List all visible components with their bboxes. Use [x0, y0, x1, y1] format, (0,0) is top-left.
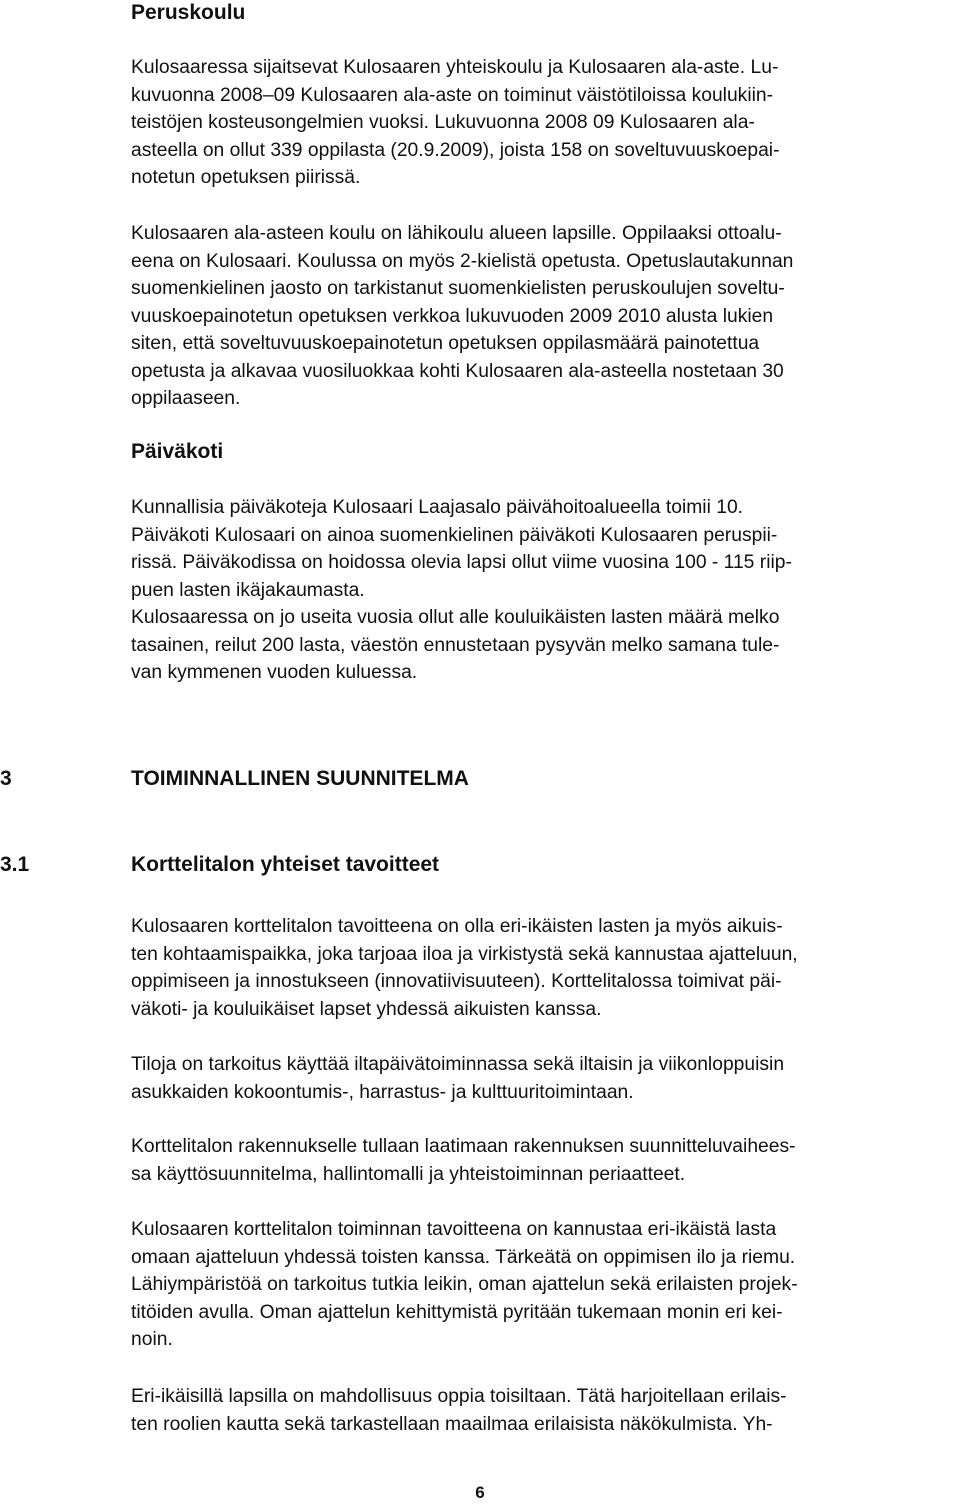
text-line: noin.	[131, 1329, 173, 1350]
heading-peruskoulu: Peruskoulu	[131, 1, 246, 24]
text-line: Kulosaaren ala-asteen koulu on lähikoulu alueen lapsille. Oppilaaksi ottoalu-	[131, 223, 782, 244]
text-line: sa käyttösuunnitelma, hallintomalli ja yhteistoiminnan periaatteet.	[131, 1163, 686, 1185]
text-line: vuuskoepainotetun opetuksen verkkoa lukuvuoden 2009 2010 alusta lukien	[131, 305, 774, 327]
section-number: 3.1	[0, 853, 30, 876]
text-line: oppimiseen ja innostukseen (innovatiivisuuteen). Korttelitalossa toimivat päi-	[131, 971, 782, 992]
text-line: kuvuonna 2008–09 Kulosaaren ala-aste on toiminut väistötiloissa koulukiin-	[131, 84, 774, 106]
text-line: Korttelitalon rakennukselle tullaan laatimaan rakennuksen suunnitteluvaihees-	[131, 1136, 796, 1157]
heading-paivakoti: Päiväkoti	[131, 440, 224, 463]
text-line: Päiväkoti Kulosaari on ainoa suomenkielinen päiväkoti Kulosaaren peruspii-	[131, 524, 778, 546]
text-line: Lähiympäristöä on tarkoitus tutkia leikin, oman ajattelun sekä erilaisten projek-	[131, 1274, 798, 1295]
paragraph-3-1-4	[131, 1216, 956, 1354]
section-title: Korttelitalon yhteiset tavoitteet	[131, 853, 440, 876]
paragraph-3-1-2	[131, 1051, 956, 1106]
text-line: siten, että soveltuvuuskoepainotetun opetuksen oppilasmäärä painotettua	[131, 333, 760, 354]
chapter-title: TOIMINNALLINEN SUUNNITELMA	[131, 767, 469, 790]
text-line: oppilaaseen.	[131, 388, 241, 409]
paragraph-peruskoulu-2	[131, 220, 956, 440]
text-line: notetun opetuksen piirissä.	[131, 167, 361, 188]
page-number: 6	[475, 1483, 485, 1502]
text-line: Kulosaaren korttelitalon tavoitteena on olla eri-ikäisten lasten ja myös aikuis-	[131, 916, 783, 937]
text-line: asukkaiden kokoontumis-, harrastus- ja kulttuuritoimintaan.	[131, 1081, 634, 1103]
paragraph-3-1-5	[131, 1383, 956, 1438]
text-line: puen lasten ikäjakaumasta.	[131, 579, 365, 601]
text-line: väkoti- ja kouluikäiset lapset yhdessä aikuisten kanssa.	[131, 998, 602, 1020]
paragraph-paivakoti-1	[131, 494, 956, 687]
text-line: Eri-ikäisillä lapsilla on mahdollisuus oppia toisiltaan. Tätä harjoitellaan erilais-	[131, 1386, 787, 1407]
paragraph-3-1-3	[131, 1133, 956, 1188]
text-line: asteella on ollut 339 oppilasta (20.9.2009), joista 158 on soveltuvuuskoepai-	[131, 139, 780, 161]
text-line: Kulosaaren korttelitalon toiminnan tavoitteena on kannustaa eri-ikäistä lasta	[131, 1219, 777, 1240]
chapter-number: 3	[0, 767, 12, 790]
text-line: omaan ajatteluun yhdessä toisten kanssa. Tärkeätä on oppimisen ilo ja riemu.	[131, 1246, 796, 1268]
text-line: teistöjen kosteusongelmien vuoksi. Lukuvuonna 2008 09 Kulosaaren ala-	[131, 112, 755, 133]
paragraph-peruskoulu-1	[131, 54, 956, 192]
text-line: ten roolien kautta sekä tarkastellaan maailmaa erilaisista näkökulmista. Yh-	[131, 1413, 773, 1435]
text-line: tasainen, reilut 200 lasta, väestön ennustetaan pysyvän melko samana tule-	[131, 634, 780, 656]
text-line: eena on Kulosaari. Koulussa on myös 2-kielistä opetusta. Opetuslautakunnan	[131, 250, 794, 272]
text-line: Tiloja on tarkoitus käyttää iltapäivätoiminnassa sekä iltaisin ja viikonloppuisin	[131, 1054, 785, 1075]
paragraph-3-1-1	[131, 913, 956, 1023]
text-line: ten kohtaamispaikka, joka tarjoaa iloa ja virkistystä sekä kannustaa ajatteluun,	[131, 943, 798, 965]
text-line: titöiden avulla. Oman ajattelun kehittymistä pyritään tukemaan monin eri kei-	[131, 1301, 783, 1323]
text-line: Kulosaaressa sijaitsevat Kulosaaren yhteiskoulu ja Kulosaaren ala-aste. Lu-	[131, 57, 779, 78]
text-line	[131, 413, 956, 441]
text-line: Kunnallisia päiväkoteja Kulosaari Laajasalo päivähoitoalueella toimii 10.	[131, 497, 744, 518]
text-line: opetusta ja alkavaa vuosiluokkaa kohti Kulosaaren ala-asteella nostetaan 30	[131, 360, 784, 382]
text-line: rissä. Päiväkodissa on hoidossa olevia lapsi ollut viime vuosina 100 - 115 riip-	[131, 552, 792, 573]
text-line: Kulosaaressa on jo useita vuosia ollut alle kouluikäisten lasten määrä melko	[131, 607, 780, 628]
text-line: van kymmenen vuoden kuluessa.	[131, 662, 418, 683]
text-line: suomenkielinen jaosto on tarkistanut suomenkielisten peruskoulujen soveltu-	[131, 278, 785, 299]
